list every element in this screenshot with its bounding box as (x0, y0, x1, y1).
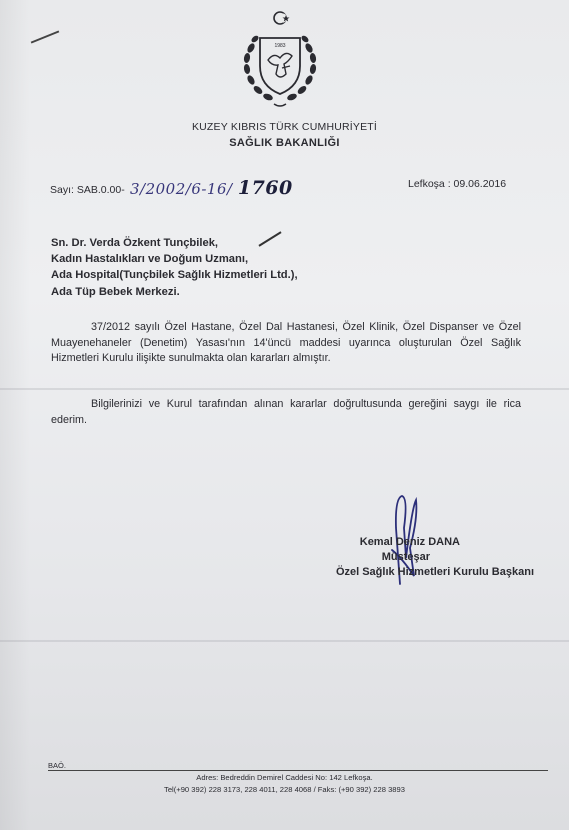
pen-scratch (31, 30, 60, 43)
paper-fold (0, 640, 569, 642)
reference-handwritten-code: 3/2002/6-16/ (130, 180, 233, 198)
footer-divider (48, 770, 548, 771)
signatory-name: Kemal Deniz DANA (359, 536, 460, 548)
addressee-center: Ada Tüp Bebek Merkezi. (51, 285, 180, 298)
emblem-year: 1983 (274, 43, 286, 49)
reference-label: Sayı: SAB.0.00- (50, 184, 125, 196)
addressee-name: Sn. Dr. Verda Özkent Tunçbilek, (51, 237, 219, 249)
body-paragraph: Bilgilerinizi ve Kurul tarafından alınan kararlar doğrultusunda gereğini saygı ile rica ederim. (51, 398, 521, 426)
footer-phones: Tel(+90 392) 228 3173, 228 4011, 228 4068 / Faks: (+90 392) 228 3893 (164, 785, 405, 794)
footer-address: Adres: Bedreddin Demirel Caddesi No: 142 Lefkoşa. (196, 773, 373, 782)
body-paragraph: 37/2012 sayılı Özel Hastane, Özel Dal Hastanesi, Özel Klinik, Özel Dispanser ve Özel Muayenehaneler (Denetim) Yasası'nın 14'üncü maddesi uyarınca oluşturulan Özel Sağlık Hizmetleri Kurulu ilişikte sunulmakta olan kararları almıştır. (51, 321, 521, 364)
reference-handwritten-number: 1760 (237, 177, 293, 199)
reference-handwritten (130, 177, 293, 199)
signatory-role: Özel Sağlık Hizmetleri Kurulu Başkanı (335, 566, 534, 578)
paper-fold (0, 388, 569, 390)
ministry-name: SAĞLIK BAKANLIĞI (229, 137, 340, 149)
addressee-hospital: Ada Hospital(Tunçbilek Sağlık Hizmetleri Ltd.), (51, 269, 298, 282)
letter-date: Lefkoşa : 09.06.2016 (408, 178, 507, 190)
typist-initials: BAÖ. (48, 761, 66, 770)
addressee-title: Kadın Hastalıkları ve Doğum Uzmanı, (51, 253, 249, 266)
ministry-country: KUZEY KIBRIS TÜRK CUMHURİYETİ (191, 121, 378, 133)
state-emblem-icon (234, 8, 326, 110)
signatory-title: Müsteşar (381, 551, 430, 563)
